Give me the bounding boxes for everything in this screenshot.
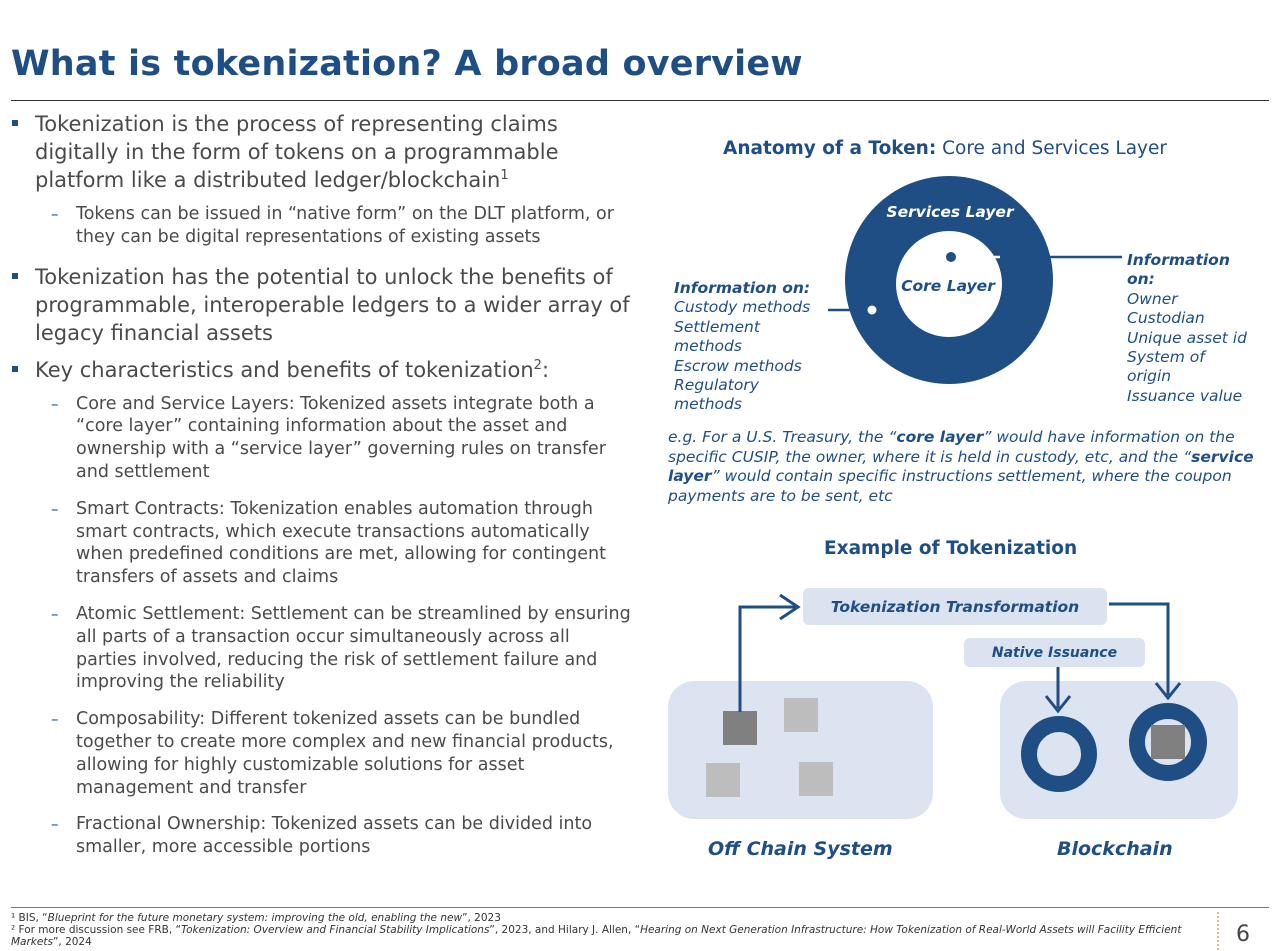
core-info-item: Unique asset id bbox=[1127, 328, 1247, 347]
services-info-item: methods bbox=[674, 337, 742, 356]
footnote-ref-2: 2 bbox=[533, 357, 542, 373]
page-number-divider bbox=[1217, 912, 1219, 950]
characteristic-text: Core and Service Layers: Tokenized assets integrate both a “core layer” containing information about the asset and ownership with a “service layer” governing rules on transfer and settlement bbox=[76, 393, 606, 482]
services-info-item: Custody methods bbox=[674, 298, 811, 317]
core-connector-dot bbox=[946, 252, 956, 262]
core-layer-label: Core Layer bbox=[901, 277, 995, 295]
native-token-ring bbox=[1029, 724, 1089, 784]
characteristic-item bbox=[11, 813, 633, 859]
example-title: Example of Tokenization bbox=[824, 538, 1078, 559]
bullet-2 bbox=[11, 263, 633, 347]
dash-marker: – bbox=[51, 394, 59, 413]
bullet-3-tail: : bbox=[541, 357, 550, 382]
characteristic-text: Atomic Settlement: Settlement can be streamlined by ensuring all parts of a transaction occur simultaneously across all parties involved, reducing the risk of settlement failure and improving the reliability bbox=[76, 603, 631, 693]
core-info-heading: Information bbox=[1127, 251, 1230, 269]
core-info-item: Issuance value bbox=[1127, 386, 1243, 405]
footnote-1 bbox=[11, 912, 1206, 924]
footnotes bbox=[11, 912, 1206, 948]
bullet-2-text: Tokenization has the potential to unlock the benefits of programmable, interoperable ledgers to a wider array of legacy financial assets bbox=[35, 264, 630, 345]
example-service-layer: service layer bbox=[668, 447, 1254, 486]
characteristic-item bbox=[11, 498, 633, 589]
core-info bbox=[1127, 251, 1267, 406]
treasury-example-text bbox=[668, 428, 1258, 506]
example-prefix: e.g. For a U.S. Treasury, the “ bbox=[668, 428, 897, 446]
services-info-item: Escrow methods bbox=[674, 356, 802, 375]
core-info-heading-cont: on: bbox=[1127, 270, 1155, 289]
bullet-marker bbox=[12, 366, 18, 372]
services-layer-label: Services Layer bbox=[886, 203, 1014, 221]
bullet-marker bbox=[12, 273, 18, 279]
left-column bbox=[11, 110, 633, 859]
fn1-prefix: ¹ BIS, “ bbox=[11, 912, 48, 924]
example-mid: ” would have information on the specific CUSIP, the owner, where it is held in custody, etc, and the “ bbox=[668, 428, 1235, 466]
anatomy-title-rest: Core and Services Layer bbox=[942, 138, 1167, 159]
bullet-3 bbox=[11, 356, 633, 384]
dash-marker: – bbox=[51, 815, 59, 834]
tokenized-asset-square bbox=[1151, 725, 1185, 759]
example-suffix: ” would contain specific instructions settlement, where the coupon payments are to be sent, etc bbox=[668, 467, 1232, 505]
services-connector-dot bbox=[867, 305, 877, 315]
anatomy-title-bold: Anatomy of a Token: bbox=[723, 138, 937, 159]
characteristic-item bbox=[11, 603, 633, 694]
bullet-marker bbox=[12, 120, 18, 126]
characteristic-text: Smart Contracts: Tokenization enables automation through smart contracts, which execute transactions automatically when predefined conditions are met, allowing for contingent transfers of assets and claims bbox=[76, 498, 606, 588]
tokenization-transformation-box: Tokenization Transformation bbox=[803, 588, 1107, 625]
slide-title: What is tokenization? A broad overview bbox=[11, 44, 803, 84]
footnote-ref-1: 1 bbox=[500, 168, 509, 183]
services-info-item: Settlement bbox=[674, 317, 760, 336]
page-number: 6 bbox=[1236, 922, 1250, 947]
core-info-item: Custodian bbox=[1127, 309, 1205, 328]
footnote-2 bbox=[11, 924, 1206, 948]
core-info-item: origin bbox=[1127, 367, 1172, 386]
bullet-1-text: Tokenization is the process of representing claims digitally in the form of tokens on a programmable platform like a distributed ledger/blockchain bbox=[35, 112, 559, 192]
fn1-suffix: ”, 2023 bbox=[462, 912, 501, 924]
transform-arrow-line bbox=[740, 607, 796, 712]
dash-marker: – bbox=[51, 499, 59, 518]
characteristic-item bbox=[11, 393, 633, 484]
anatomy-title bbox=[723, 138, 1167, 159]
services-info-item: methods bbox=[674, 395, 742, 414]
blockchain-caption: Blockchain bbox=[1057, 838, 1173, 860]
footer-divider bbox=[11, 907, 1269, 908]
fn2-prefix: ² For more discussion see FRB, “ bbox=[11, 924, 181, 936]
bullet-1-sub bbox=[11, 203, 633, 249]
fn2-suffix: ”, 2024 bbox=[52, 936, 92, 948]
services-info-item: Regulatory bbox=[674, 376, 759, 395]
core-info-item: Owner bbox=[1127, 289, 1178, 308]
example-core-layer: core layer bbox=[896, 428, 984, 446]
dash-marker: – bbox=[51, 604, 59, 623]
bullet-1 bbox=[11, 110, 633, 194]
bullet-1-sub-text: Tokens can be issued in “native form” on the DLT platform, or they can be digital representations of existing assets bbox=[76, 204, 614, 247]
services-info-heading: Information on: bbox=[674, 279, 811, 297]
characteristic-item bbox=[11, 708, 633, 799]
services-info bbox=[674, 279, 834, 415]
bullet-3-text: Key characteristics and benefits of tokenization bbox=[35, 357, 534, 382]
fn2-title-2: Hearing on Next Generation Infrastructure: How Tokenization of Real-World Assets will Facility Efficient Markets bbox=[11, 924, 1182, 948]
native-issuance-box: Native Issuance bbox=[964, 638, 1145, 667]
fn1-title: Blueprint for the future monetary system: improving the old, enabling the new bbox=[47, 912, 463, 924]
dash-marker: – bbox=[51, 205, 59, 223]
core-info-item: System of bbox=[1127, 348, 1205, 367]
title-divider bbox=[11, 100, 1269, 101]
fn2-mid: ”, 2023, and Hilary J. Allen, “ bbox=[489, 924, 641, 936]
characteristic-text: Fractional Ownership: Tokenized assets can be divided into smaller, more accessible portions bbox=[76, 814, 593, 858]
fn2-title-1: Tokenization: Overview and Financial Stability Implications bbox=[180, 924, 490, 936]
characteristic-text: Composability: Different tokenized assets can be bundled together to create more complex and new financial products, allowing for highly customizable solutions for asset management and transfer bbox=[76, 709, 614, 798]
off-chain-caption: Off Chain System bbox=[708, 838, 893, 860]
dash-marker: – bbox=[51, 710, 59, 729]
